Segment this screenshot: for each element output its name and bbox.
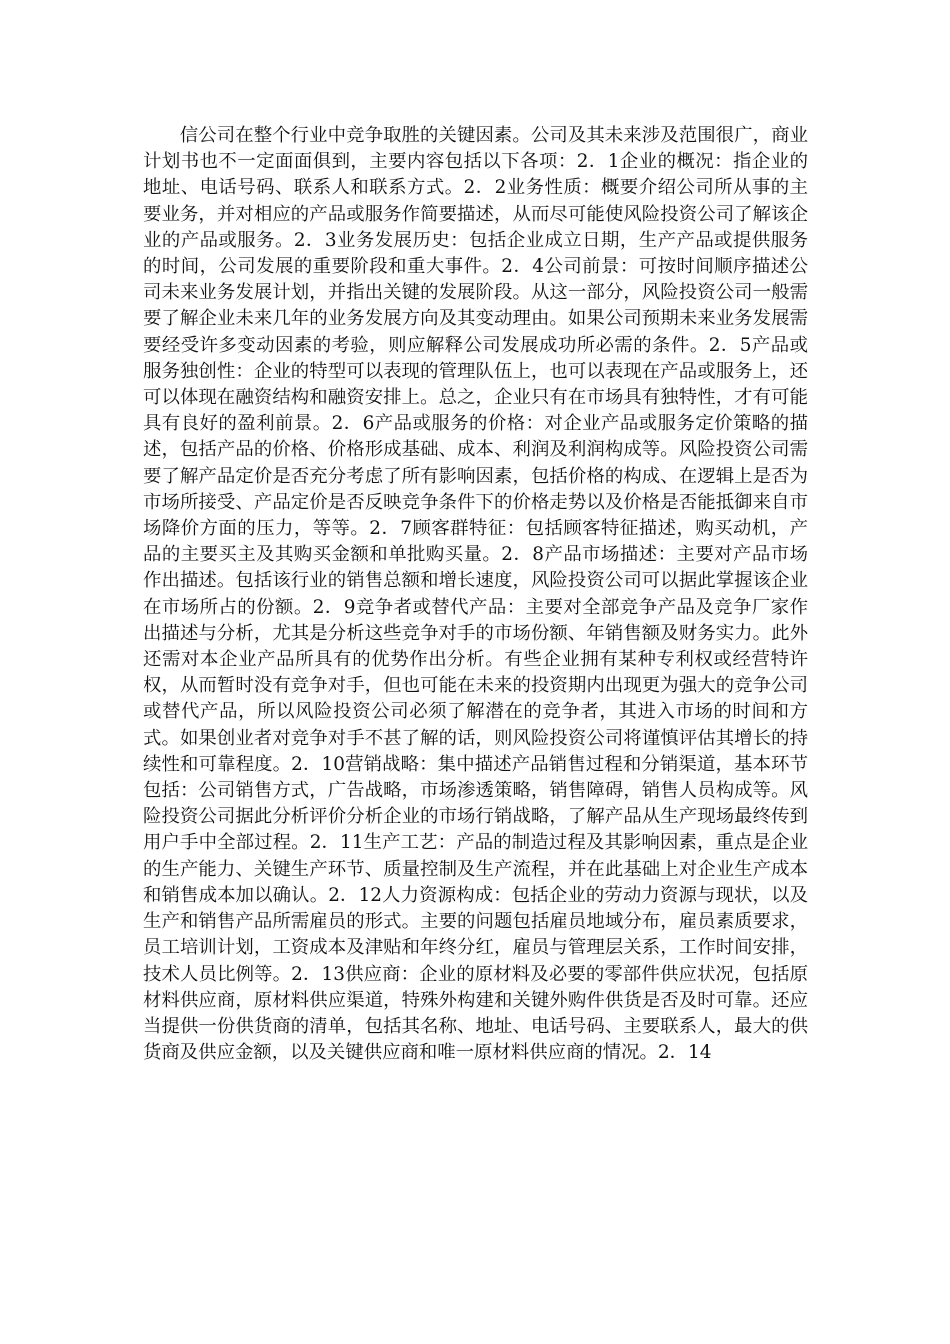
body-paragraph: 信公司在整个行业中竞争取胜的关键因素。公司及其未来涉及范围很广，商业计划书也不一定面面俱到，主要内容包括以下各项：2．1企业的概况：指企业的地址、电话号码、联系人和联系方式。2．2业务性质：概要介绍公司所从事的主要业务，并对相应的产品或服务作简要描述，从而尽可能使风险投资公司了解该企业的产品或服务。2．3业务发展历史：包括企业成立日期，生产产品或提供服务的时间，公司发展的重要阶段和重大事件。2．4公司前景：可按时间顺序描述公司未来业务发展计划，并指出关键的发展阶段。从这一部分，风险投资公司一般需要了解企业未来几年的业务发展方向及其变动理由。如果公司预期未来业务发展需要经受许多变动因素的考验，则应解释公司发展成功所必需的条件。2．5产品或服务独创性：企业的特型可以表现的管理队伍上，也可以表现在产品或服务上，还可以体现在融资结构和融资安排上。总之，企业只有在市场具有独特性，才有可能具有良好的盈利前景。2．6产品或服务的价格：对企业产品或服务定价策略的描述，包括产品的价格、价格形成基础、成本、利润及利润构成等。风险投资公司需要了解产品定价是否充分考虑了所有影响因素，包括价格的构成、在逻辑上是否为市场所接受、产品定价是否反映竞争条件下的价格走势以及价格是否能抵御来自市场降价方面的压力，等等。2．7顾客群特征：包括顾客特征描述，购买动机，产品的主要买主及其购买金额和单批购买量。2．8产品市场描述：主要对产品市场作出描述。包括该行业的销售总额和增长速度，风险投资公司可以据此掌握该企业在市场所占的份额。2．9竞争者或替代产品：主要对全部竞争产品及竞争厂家作出描述与分析，尤其是分析这些竞争对手的市场份额、年销售额及财务实力。此外还需对本企业产品所具有的优势作出分析。有些企业拥有某种专利权或经营特许权，从而暂时没有竞争对手，但也可能在未来的投资期内出现更为强大的竞争公司或替代产品，所以风险投资公司必须了解潜在的竞争者，其进入市场的时间和方式。如果创业者对竞争对手不甚了解的话，则风险投资公司将谨慎评估其增长的持续性和可靠程度。2．10营销战略：集中描述产品销售过程和分销渠道，基本环节包括：公司销售方式，广告战略，市场渗透策略，销售障碍，销售人员构成等。风险投资公司据此分析评价分析企业的市场行销战略，了解产品从生产现场最终传到用户手中全部过程。2．11生产工艺：产品的制造过程及其影响因素，重点是企业的生产能力、关键生产环节、质量控制及生产流程，并在此基础上对企业生产成本和销售成本加以确认。2．12人力资源构成：包括企业的劳动力资源与现状，以及生产和销售产品所需雇员的形式。主要的问题包括雇员地域分布，雇员素质要求，员工培训计划，工资成本及津贴和年终分红，雇员与管理层关系，工作时间安排，技术人员比例等。2．13供应商：企业的原材料及必要的零部件供应状况，包括原材料供应商，原材料供应渠道，特殊外构建和关键外购件供货是否及时可靠。还应当提供一份供货商的清单，包括其名称、地址、电话号码、主要联系人，最大的供货商及供应金额，以及关键供应商和唯一原材料供应商的情况。2．14 [143,125,808,1064]
